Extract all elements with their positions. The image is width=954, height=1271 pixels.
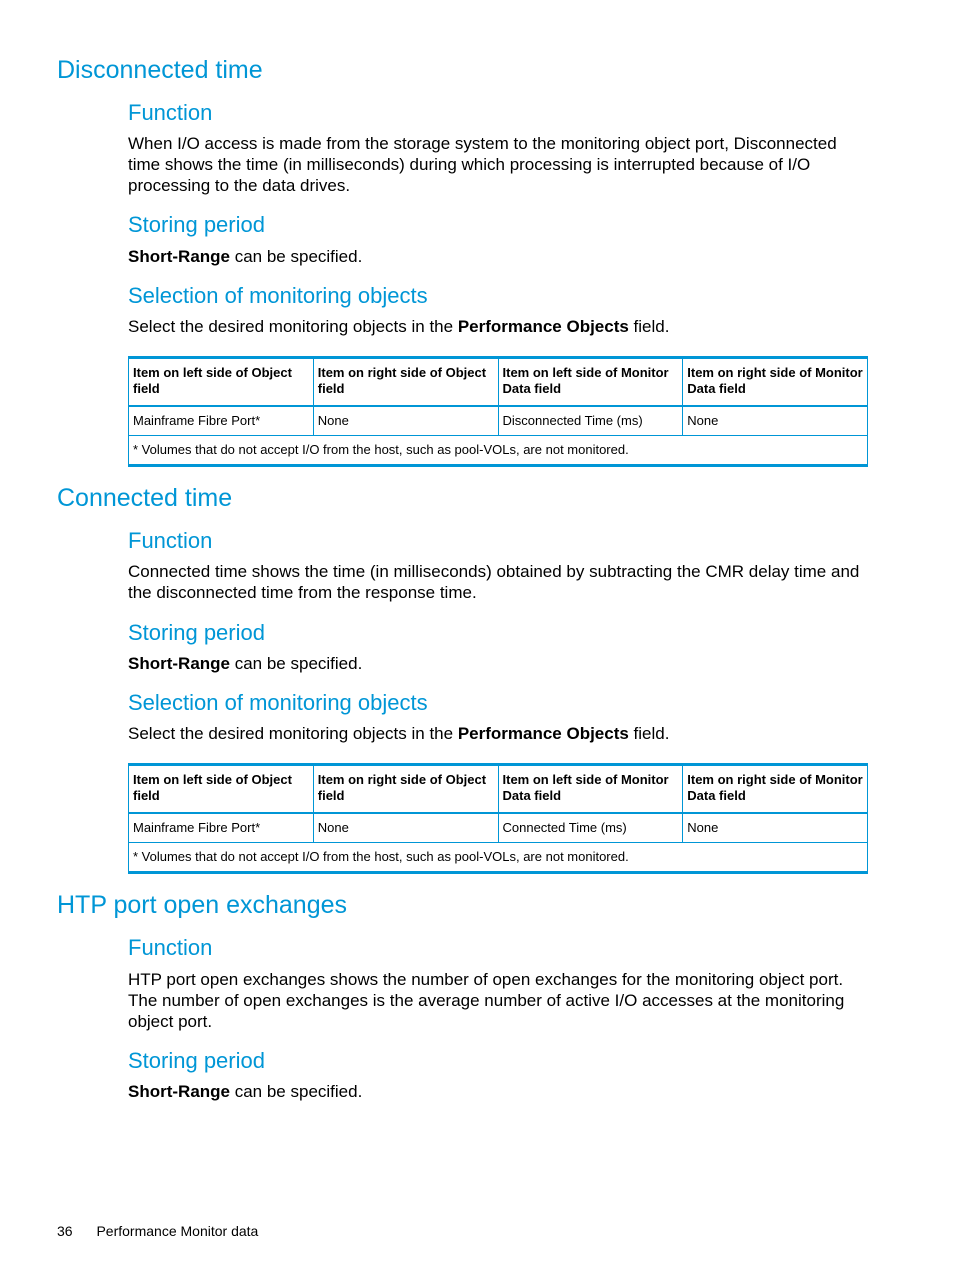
table-cell: None [683, 813, 868, 843]
function-text: HTP port open exchanges shows the number of open exchanges for the monitoring object port. The number of open exchanges is the average number of active I/O accesses at the monitoring object port. [128, 970, 845, 1031]
section-title: Disconnected time [57, 56, 263, 84]
table-cell: Mainframe Fibre Port* [129, 813, 314, 843]
section-title: Connected time [57, 484, 233, 512]
storing-period-bold: Short-Range [128, 654, 230, 673]
table-note: * Volumes that do not accept I/O from the host, such as pool-VOLs, are not monitored. [129, 436, 868, 466]
function-text: When I/O access is made from the storage system to the monitoring object port, Disconnected time shows the time (in milliseconds) during which processing is interrupted because of I/O processing to the data drives. [128, 134, 837, 195]
storing-period-bold: Short-Range [128, 247, 230, 266]
page-footer [57, 1223, 258, 1239]
monitoring-objects-table [128, 763, 868, 874]
function-text: Connected time shows the time (in milliseconds) obtained by subtracting the CMR delay time and the disconnected time from the response time. [128, 562, 860, 602]
function-heading: Function [128, 528, 213, 553]
table-cell: Connected Time (ms) [498, 813, 683, 843]
storing-period-rest: can be specified. [230, 247, 363, 266]
page-number: 36 [57, 1223, 73, 1239]
table-header-cell: Item on left side of Monitor Data field [498, 765, 683, 814]
storing-period-text [128, 246, 868, 267]
function-heading: Function [128, 100, 213, 125]
selection-post: field. [628, 317, 670, 336]
table-header-cell: Item on right side of Monitor Data field [683, 358, 868, 407]
storing-period-heading: Storing period [128, 620, 265, 645]
selection-bold: Performance Objects [457, 317, 629, 336]
storing-period-text [128, 653, 868, 674]
table-cell: None [313, 813, 498, 843]
selection-heading: Selection of monitoring objects [128, 283, 428, 308]
selection-text [128, 316, 868, 337]
table-cell: Mainframe Fibre Port* [129, 406, 314, 436]
table-note: * Volumes that do not accept I/O from the host, such as pool-VOLs, are not monitored. [129, 843, 868, 873]
selection-pre: Select the desired monitoring objects in the [128, 317, 458, 336]
storing-period-heading: Storing period [128, 212, 265, 237]
storing-period-rest: can be specified. [230, 1082, 363, 1101]
storing-period-rest: can be specified. [230, 654, 363, 673]
table-header-cell: Item on left side of Object field [129, 765, 314, 814]
function-heading: Function [128, 935, 213, 960]
table-note-row [129, 843, 868, 873]
storing-period-text [128, 1081, 868, 1102]
selection-bold: Performance Objects [457, 724, 629, 743]
table-cell: Disconnected Time (ms) [498, 406, 683, 436]
table-header-cell: Item on right side of Monitor Data field [683, 765, 868, 814]
footer-chapter: Performance Monitor data [96, 1223, 259, 1239]
section-title: HTP port open exchanges [57, 891, 348, 919]
table-cell: None [683, 406, 868, 436]
table-header-cell: Item on left side of Monitor Data field [498, 358, 683, 407]
table-header-row [129, 765, 868, 814]
monitoring-objects-table [128, 356, 868, 467]
table-header-row [129, 358, 868, 407]
selection-pre: Select the desired monitoring objects in the [128, 724, 458, 743]
table-header-cell: Item on right side of Object field [313, 765, 498, 814]
storing-period-bold: Short-Range [128, 1082, 230, 1101]
table-cell: None [313, 406, 498, 436]
table-row [129, 813, 868, 843]
table-header-cell: Item on left side of Object field [129, 358, 314, 407]
storing-period-heading: Storing period [128, 1048, 265, 1073]
selection-text [128, 723, 868, 744]
selection-heading: Selection of monitoring objects [128, 690, 428, 715]
table-header-cell: Item on right side of Object field [313, 358, 498, 407]
selection-post: field. [628, 724, 670, 743]
table-row [129, 406, 868, 436]
table-note-row [129, 436, 868, 466]
